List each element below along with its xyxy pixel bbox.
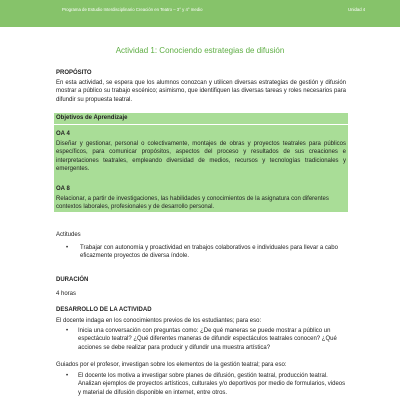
unit-label: Unidad 4: [348, 7, 366, 12]
bullet-icon: •: [66, 245, 69, 251]
bullet-icon: •: [66, 328, 69, 334]
development-bullet-1-text: Inicia una conversación con preguntas como: ¿De qué maneras se puede mostrar a público un espectáculo teatral? ¿Qué diferentes maneras de difundir espectáculos teatrales conocen? ¿Qué acciones se debe realizar para producir y difundir una muestra artística?: [78, 328, 337, 351]
development-intro: El docente indaga en los conocimientos previos de los estudiantes; para eso:: [56, 318, 262, 324]
attitudes-heading: Actitudes: [56, 232, 81, 238]
purpose-text: En esta actividad, se espera que los alumnos conozcan y utilicen diversas estrategias de gestión y difusión mostrar a público su trabajo escénico; asimismo, que identifiquen las diversas tareas y roles necesarios para difundir su propuesta teatral.: [56, 80, 346, 103]
development-bullet-2-text: El docente los motiva a investigar sobre planes de difusión, gestión teatral, producción teatral. Analizan ejemplos de proyectos artísticos, culturales y/o deportivos por medio de formularios, videos y material de difusión disponible en internet, entre otros.: [78, 373, 346, 396]
development-heading: DESARROLLO DE LA ACTIVIDAD: [56, 307, 152, 313]
oa8-text: Relacionar, a partir de investigaciones, las habilidades y conocimientos de la asignatura con diferentes contextos laborales, profesionales y de desarrollo personal.: [56, 196, 329, 211]
purpose-heading: PROPÓSITO: [56, 70, 92, 76]
bullet-icon: •: [66, 373, 69, 379]
oa8-label: OA 8: [56, 186, 70, 192]
objectives-heading: Objetivos de Aprendizaje: [56, 115, 128, 121]
program-title: Programa de Estudio Interdisciplinario Creación en Teatro – 3° y 4° medio: [62, 7, 203, 12]
header-bar: [0, 0, 400, 27]
duration-heading: DURACIÓN: [56, 277, 89, 283]
duration-value: 4 horas: [56, 291, 77, 297]
objectives-divider: [54, 124, 348, 125]
activity-title: Actividad 1: Conociendo estrategias de difusión: [115, 46, 285, 55]
attitude-text: Trabajar con autonomía y proactividad en trabajos colaborativos e individuales para llevar a cabo eficazmente proyectos de diversa índole.: [80, 245, 338, 260]
oa4-text: Diseñar y gestionar, personal o colectivamente, montajes de obras y proyectos teatrales para públicos específicos, para comunicar propósitos, aspectos del proceso y resultados de sus creaciones e interpretaciones teatrales, empleando diversidad de medios, recursos y tecnologías tradicionales y emergentes.: [56, 141, 346, 172]
development-guided: Guiados por el profesor, investigan sobre los elementos de la gestión teatral; para eso:: [56, 362, 287, 368]
oa4-label: OA 4: [56, 131, 70, 137]
